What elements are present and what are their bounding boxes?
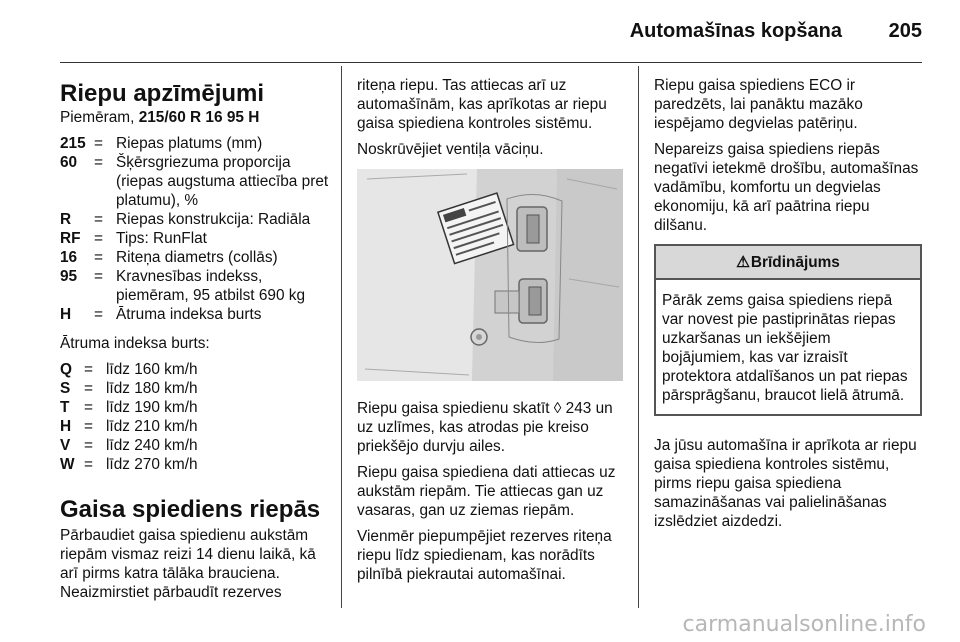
speed-row (60, 360, 332, 379)
speed-equals: = (84, 361, 93, 378)
definition-key: 16 (60, 249, 78, 266)
definition-equals: = (94, 211, 103, 228)
definition-key: H (60, 306, 72, 323)
definition-equals: = (94, 268, 103, 285)
speed-index-intro: Ātruma indeksa burts: (60, 335, 210, 352)
speed-equals: = (84, 399, 93, 416)
paragraph-eco-pressure: Riepu gaisa spiediens ECO ir paredzēts, lai panāktu mazāko iespējamo degvielas patēriņu. (654, 77, 863, 132)
door-pillar-tire-label-illustration (357, 169, 623, 381)
speed-value: līdz 270 km/h (106, 456, 198, 473)
speed-key: H (60, 418, 72, 435)
column-2 (357, 66, 625, 591)
definition-row (60, 248, 332, 267)
section-title-tire-pressure: Gaisa spiediens riepās (60, 496, 321, 523)
speed-equals: = (84, 437, 93, 454)
definition-value: Tips: RunFlat (116, 230, 207, 247)
tire-code-definitions (60, 134, 332, 324)
warning-header (656, 246, 920, 280)
speed-value: līdz 190 km/h (106, 399, 198, 416)
speed-value: līdz 160 km/h (106, 361, 198, 378)
definition-equals: = (94, 154, 103, 171)
paragraph-cold-tires: Riepu gaisa spiediena dati attiecas uz aukstām riepām. Tie attiecas gan uz vasaras, gan uz ziemas riepām. (357, 464, 616, 519)
definition-equals: = (94, 306, 103, 323)
speed-index-list (60, 360, 332, 474)
definition-key: 60 (60, 154, 78, 171)
speed-key: W (60, 456, 75, 473)
definition-key: 95 (60, 268, 78, 285)
tire-pressure-intro-text: Pārbaudiet gaisa spiedienu aukstām riepām vismaz reizi 14 dienu laikā, kā arī pirms katra tālāka brauciena. Neaizmirstiet pārbaudīt rezerves (60, 527, 316, 601)
speed-row (60, 436, 332, 455)
speed-row (60, 455, 332, 474)
paragraph-valve-cap: Noskrūvējiet ventiļa vāciņu. (357, 141, 544, 158)
speed-key: S (60, 380, 71, 397)
column-divider-left (341, 66, 342, 608)
speed-value: līdz 210 km/h (106, 418, 198, 435)
speed-row (60, 417, 332, 436)
definition-equals: = (94, 135, 103, 152)
definition-value: Riteņa diametrs (collās) (116, 249, 278, 266)
header-title: Automašīnas kopšana (629, 20, 842, 42)
warning-box (654, 244, 922, 416)
definition-value: Kravnesības indekss, piemēram, 95 atbilst 690 kg (116, 268, 306, 304)
speed-equals: = (84, 380, 93, 397)
speed-value: līdz 240 km/h (106, 437, 198, 454)
header-rule (60, 62, 922, 63)
warning-text: Pārāk zems gaisa spiediens riepā var novest pie pastiprinātas riepas uzkaršanas un iekšējiem bojājumiem, kas var izraisīt protektora atdalīšanos un pat riepas pārsprāgšanu, braucot lielā ātrumā. (662, 292, 908, 404)
definition-equals: = (94, 230, 103, 247)
speed-row (60, 398, 332, 417)
speed-key: T (60, 399, 70, 416)
warning-title: Brīdinājums (750, 254, 840, 271)
definition-key: 215 (60, 135, 86, 152)
page-number: 205 (888, 20, 922, 42)
definition-value: Riepas platums (mm) (116, 135, 263, 152)
definition-row (60, 267, 332, 305)
column-divider-right (638, 66, 639, 608)
paragraph-spare-inflation: Vienmēr piepumpējiet rezerves riteņa riepu līdz spiedienam, kas norādīts pilnībā piekrautai automašīnai. (357, 528, 612, 583)
watermark: carmanualsonline.info (682, 612, 926, 637)
illustration-svg (357, 169, 623, 381)
warning-triangle-icon: ⚠ (736, 254, 750, 271)
speed-key: Q (60, 361, 72, 378)
definition-row (60, 134, 332, 153)
paragraph-spare-wheel: riteņa riepu. Tas attiecas arī uz automašīnām, kas aprīkotas ar riepu gaisa spiediena kontroles sistēmu. (357, 77, 607, 132)
speed-value: līdz 180 km/h (106, 380, 198, 397)
paragraph-tpms-ignition: Ja jūsu automašīna ir aprīkota ar riepu gaisa spiediena kontroles sistēmu, pirms riepu gaisa spiediena samazināšanas vai palielināšanas izslēdziet aizdedzi. (654, 437, 917, 530)
definition-value: Ātruma indeksa burts (116, 306, 262, 323)
definition-value: Šķērsgriezuma proporcija (riepas augstuma attiecība pret platumu), % (116, 154, 329, 209)
column-1 (60, 66, 332, 609)
definition-row (60, 153, 332, 210)
speed-row (60, 379, 332, 398)
definition-row (60, 210, 332, 229)
definition-row (60, 229, 332, 248)
speed-equals: = (84, 418, 93, 435)
speed-key: V (60, 437, 71, 454)
definition-value: Riepas konstrukcija: Radiāla (116, 211, 311, 228)
example-code: 215/60 R 16 95 H (138, 109, 260, 126)
definition-key: R (60, 211, 72, 228)
definition-key: RF (60, 230, 81, 247)
paragraph-pressure-reference: Riepu gaisa spiedienu skatīt ◊ 243 un uz uzlīmes, kas atrodas pie kreiso priekšējo durvju ailes. (357, 400, 613, 455)
column-3 (654, 66, 922, 538)
definition-equals: = (94, 249, 103, 266)
definition-row (60, 305, 332, 324)
section-title-tire-markings: Riepu apzīmējumi (60, 80, 265, 107)
example-prefix: Piemēram, (60, 109, 139, 126)
tire-code-example (60, 108, 332, 127)
speed-equals: = (84, 456, 93, 473)
paragraph-incorrect-pressure: Nepareizs gaisa spiediens riepās negatīvi ietekmē drošību, automašīnas vadāmību, komfortu un degvielas ekonomiju, kā arī paātrina riepu dilšanu. (654, 141, 919, 234)
